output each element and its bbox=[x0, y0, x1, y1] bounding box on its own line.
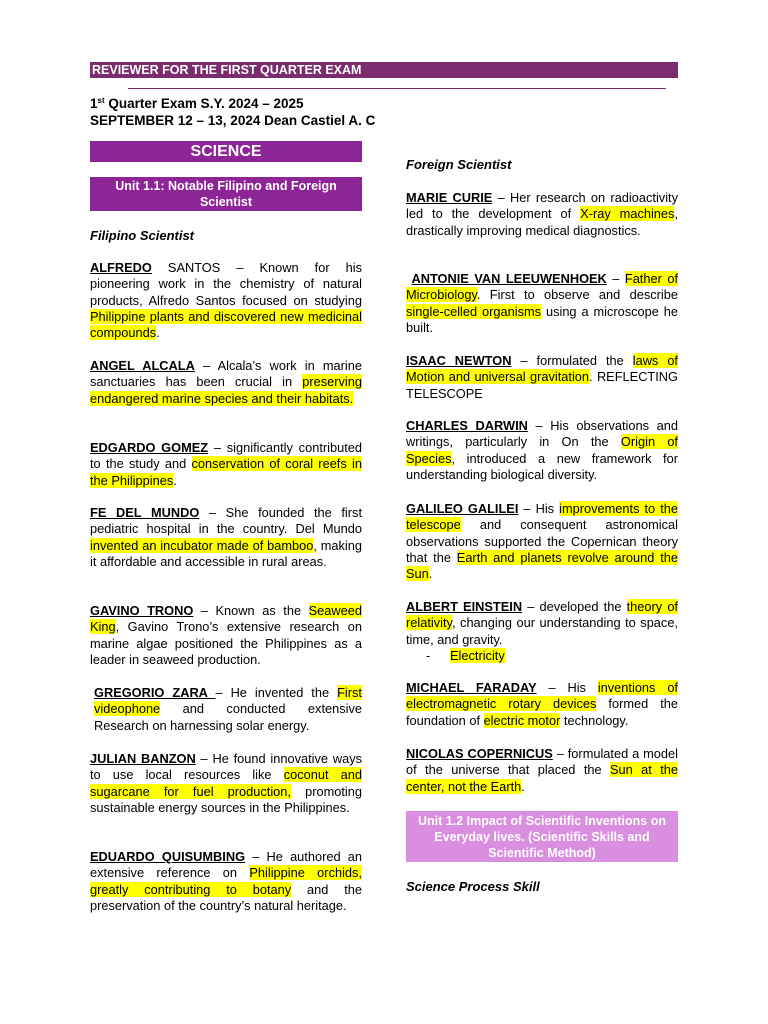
entry-charles-darwin bbox=[406, 418, 678, 483]
einstein-bullet bbox=[406, 648, 505, 664]
entry-text: formed the foundation of bbox=[406, 696, 678, 728]
scientist-name: MICHAEL FARADAY bbox=[406, 680, 537, 695]
entry-albert-einstein bbox=[406, 599, 678, 648]
entry-text: , Gavino Trono’s extensive research on marine algae positioned the Philippines as a leader in seaweed production. bbox=[90, 619, 362, 667]
scientist-name: NICOLAS COPERNICUS bbox=[406, 746, 553, 761]
entry-text: and the preservation of the country’s natural heritage. bbox=[90, 881, 362, 913]
entry-angel-alcala bbox=[90, 358, 362, 407]
scientist-name: EDUARDO QUISUMBING bbox=[90, 849, 246, 864]
scientist-name: GREGORIO ZARA bbox=[94, 685, 216, 700]
highlight: First videophone bbox=[94, 685, 362, 717]
filipino-scientist-label: Filipino Scientist bbox=[90, 228, 195, 243]
exam-info bbox=[90, 95, 490, 129]
entry-text: and conducted extensive Research on harnessing solar energy. bbox=[94, 701, 362, 733]
exam-ordinal: 1 bbox=[90, 96, 98, 111]
highlight: laws of Motion and universal gravitation bbox=[406, 353, 678, 385]
entry-text: . First to observe and describe bbox=[476, 287, 678, 303]
entry-text: . bbox=[428, 566, 433, 582]
entry-text: – He found innovative ways to use local resources like bbox=[90, 751, 362, 783]
entry-text: – His bbox=[536, 680, 598, 695]
entry-text: and consequent astronomical observations supported the Copernican theory that the bbox=[406, 517, 678, 565]
highlight: Sun at the center, not the Earth bbox=[406, 762, 679, 794]
entry-text: – formulated the bbox=[511, 353, 633, 368]
highlight: Father of Microbiology bbox=[406, 271, 679, 303]
scientist-name: ANGEL ALCALA bbox=[90, 358, 195, 373]
entry-eduardo-quisumbing bbox=[90, 849, 362, 914]
scientist-name: GAVINO TRONO bbox=[90, 603, 194, 618]
exam-ordinal-suffix: st bbox=[97, 96, 105, 105]
entry-text: – significantly contributed to the study and bbox=[90, 440, 362, 472]
highlight: preserving endangered marine species and their habitats. bbox=[90, 374, 362, 406]
entry-text: – She founded the first pediatric hospital in the country. Del Mundo bbox=[90, 505, 362, 537]
entry-text: – developed the bbox=[522, 599, 627, 614]
bullet-dash: - bbox=[426, 648, 431, 663]
subject-title: SCIENCE bbox=[90, 141, 362, 162]
entry-text: – He invented the bbox=[215, 685, 338, 700]
entry-text: – bbox=[606, 271, 625, 286]
entry-fe-del-mundo bbox=[90, 505, 362, 570]
entry-text: – Known as the bbox=[193, 603, 309, 618]
highlight: X-ray machines bbox=[580, 206, 675, 222]
highlight: theory of relativity bbox=[406, 599, 678, 631]
exam-school-year: Quarter Exam S.Y. 2024 – 2025 bbox=[104, 96, 304, 111]
scientist-name: ISAAC NEWTON bbox=[406, 353, 512, 368]
highlight: inventions of electromagnetic rotary devices bbox=[406, 680, 678, 712]
entry-text: promoting sustainable energy sources in the Philippines. bbox=[90, 783, 362, 815]
highlight: Electricity bbox=[450, 648, 505, 663]
entry-text: , drastically improving medical diagnostics. bbox=[406, 206, 678, 238]
entry-text: – His observations and writings, particularly in On the bbox=[406, 418, 678, 450]
scientist-name: ALFREDO bbox=[90, 260, 152, 275]
entry-text: using a microscope he built. bbox=[406, 303, 679, 335]
highlight: invented an incubator made of bamboo bbox=[90, 537, 314, 553]
highlight: Philippine plants and discovered new medicinal compounds bbox=[90, 308, 362, 341]
entry-text: – Alcala’s work in marine sanctuaries has been crucial in bbox=[90, 358, 362, 390]
scientist-name: JULIAN BANZON bbox=[90, 751, 196, 766]
entry-galileo-galilei bbox=[406, 501, 678, 582]
exam-date-author: SEPTEMBER 12 – 13, 2024 Dean Castiel A. C bbox=[90, 113, 376, 128]
highlight: conservation of coral reefs in the Philippines bbox=[90, 456, 362, 488]
scientist-name: MARIE CURIE bbox=[406, 190, 493, 205]
entry-text: , making it affordable and accessible in rural areas. bbox=[90, 537, 362, 569]
scientist-name: ANTONIE VAN LEEUWENHOEK bbox=[411, 271, 607, 286]
entry-text: . REFLECTING TELESCOPE bbox=[406, 369, 678, 401]
highlight: Philippine orchids, greatly contributing to botany bbox=[90, 865, 362, 897]
entry-text: – He authored an extensive reference on bbox=[90, 849, 363, 881]
unit-1-2-heading: Unit 1.2 Impact of Scientific Inventions on Everyday lives. (Scientific Skills and Scientific Method) bbox=[406, 811, 678, 862]
reviewer-banner: REVIEWER FOR THE FIRST QUARTER EXAM bbox=[90, 62, 678, 78]
entry-text: – His bbox=[518, 501, 560, 516]
entry-edgardo-gomez bbox=[90, 440, 362, 489]
exam-period bbox=[90, 95, 490, 112]
highlight: improvements to the telescope bbox=[406, 501, 679, 533]
entry-marie-curie bbox=[406, 190, 678, 239]
entry-gregorio-zara bbox=[94, 685, 362, 734]
scientist-name: CHARLES DARWIN bbox=[406, 418, 528, 433]
entry-isaac-newton bbox=[406, 353, 678, 402]
highlight: electric motor bbox=[483, 712, 561, 728]
entry-nicolas-copernicus bbox=[406, 746, 678, 795]
foreign-scientist-label: Foreign Scientist bbox=[406, 157, 512, 172]
scientist-name: EDGARDO GOMEZ bbox=[90, 440, 209, 455]
entry-text: . bbox=[156, 325, 160, 341]
highlight: coconut and sugarcane for fuel production, bbox=[90, 767, 362, 799]
highlight: single-celled organisms bbox=[406, 303, 542, 319]
entry-michael-faraday bbox=[406, 680, 678, 729]
entry-text: SANTOS – Known for his pioneering work in the chemistry of natural products, Alfredo Santos focused on studying bbox=[90, 260, 362, 308]
entry-text: . bbox=[173, 472, 177, 488]
entry-alfredo-santos bbox=[90, 260, 362, 341]
scientist-name: GALILEO GALILEI bbox=[406, 501, 519, 516]
scientist-name: FE DEL MUNDO bbox=[90, 505, 200, 520]
highlight: Seaweed King bbox=[90, 603, 362, 635]
entry-text: – Her research on radioactivity led to the development of bbox=[406, 190, 678, 222]
highlight: Origin of Species bbox=[406, 434, 678, 466]
highlight: Earth and planets revolve around the Sun bbox=[406, 549, 678, 582]
science-process-skill-label: Science Process Skill bbox=[406, 879, 540, 894]
entry-text: . bbox=[521, 778, 525, 794]
unit-1-1-heading: Unit 1.1: Notable Filipino and Foreign Scientist bbox=[90, 177, 362, 211]
banner-rule bbox=[128, 88, 666, 89]
entry-text: , changing our understanding to space, time, and gravity. bbox=[406, 615, 678, 647]
entry-text: technology. bbox=[560, 712, 629, 728]
entry-julian-banzon bbox=[90, 751, 362, 816]
entry-text: – formulated a model of the universe that placed the bbox=[406, 746, 678, 778]
entry-antonie-van-leeuwenhoek bbox=[406, 271, 678, 336]
entry-gavino-trono bbox=[90, 603, 362, 668]
entry-text: , introduced a new framework for understanding biological diversity. bbox=[406, 450, 678, 482]
scientist-name: ALBERT EINSTEIN bbox=[406, 599, 523, 614]
